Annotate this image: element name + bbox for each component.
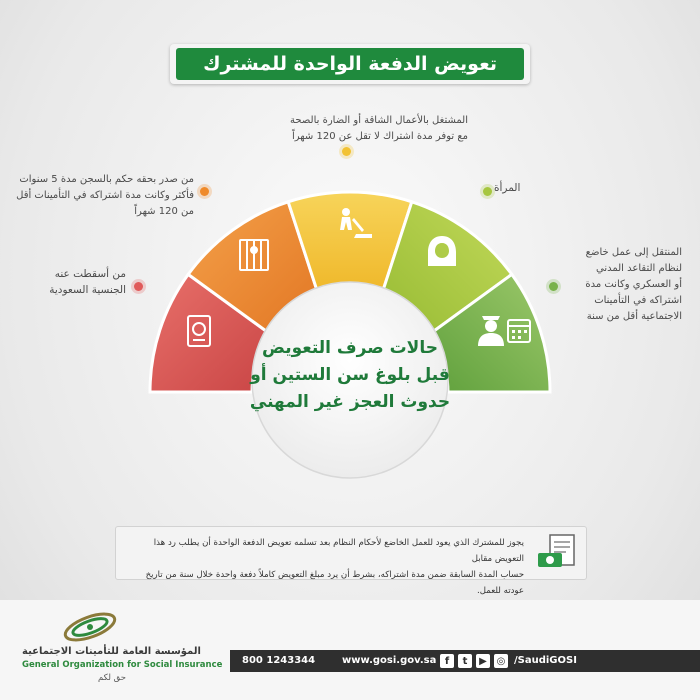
instagram-icon[interactable]: ◎ — [494, 654, 508, 668]
social-handle[interactable]: /SaudiGOSI — [514, 655, 577, 666]
page-title: تعويض الدفعة الواحدة للمشترك — [176, 48, 524, 80]
case-label-transfer: المنتقل إلى عمل خاضع لنظام التقاعد المدني أو العسكري وكانت مدة اشتراكه في التأمينات الاجتماعية أقل من سنة — [585, 247, 682, 322]
gosi-logo-icon — [50, 607, 130, 647]
case-dot-orange — [200, 187, 209, 196]
case-label-nationality: من أسقطت عنه الجنسية السعودية — [49, 268, 126, 296]
twitter-icon[interactable]: t — [458, 654, 472, 668]
contact-bar — [230, 650, 700, 672]
note-text: يجوز للمشترك الذي يعود للعمل الخاضع لأحكام النظام بعد تسلمه تعويض الدفعة الواحدة أن يطلب رد هذا التعويض مقابل حساب المدة السابقة ضمن مدة اشتراكه، بشرط أن يرد مبلغ التعويض كاملاً دفعة واحدة خلال سنة من تاريخ عودته للعمل. — [145, 538, 524, 596]
case-dot-green — [549, 282, 558, 291]
org-name-english: General Organization for Social Insurance — [22, 660, 223, 670]
center-heading — [240, 335, 460, 416]
document-money-icon — [536, 533, 580, 573]
case-label-woman: المرأة — [494, 182, 521, 194]
center-line-1: حالات صرف التعويض — [262, 338, 438, 358]
case-label-hard-work: المشتغل بالأعمال الشاقة أو الضارة بالصحة مع توفر مدة اشتراك لا تقل عن 120 شهراً — [290, 115, 468, 142]
slogan: حق لكم — [98, 673, 126, 683]
center-line-2: قبل بلوغ سن الستين أو — [250, 365, 450, 385]
org-name-arabic: المؤسسة العامة للتأمينات الاجتماعية — [22, 646, 201, 657]
facebook-icon[interactable]: f — [440, 654, 454, 668]
note-box — [115, 526, 587, 596]
case-dot-lime — [483, 187, 492, 196]
website-link[interactable]: www.gosi.gov.sa — [342, 655, 437, 666]
center-line-3: حدوث العجز غير المهني — [249, 392, 451, 412]
case-label-prison: من صدر بحقه حكم بالسجن مدة 5 سنوات فأكثر وكانت مدة اشتراكه في التأمينات أقل من 120 شهراً — [16, 174, 194, 217]
case-dot-yellow — [342, 147, 351, 156]
youtube-icon[interactable]: ▶ — [476, 654, 490, 668]
case-dot-red — [134, 282, 143, 291]
phone-number[interactable]: 800 1243344 — [242, 655, 316, 666]
